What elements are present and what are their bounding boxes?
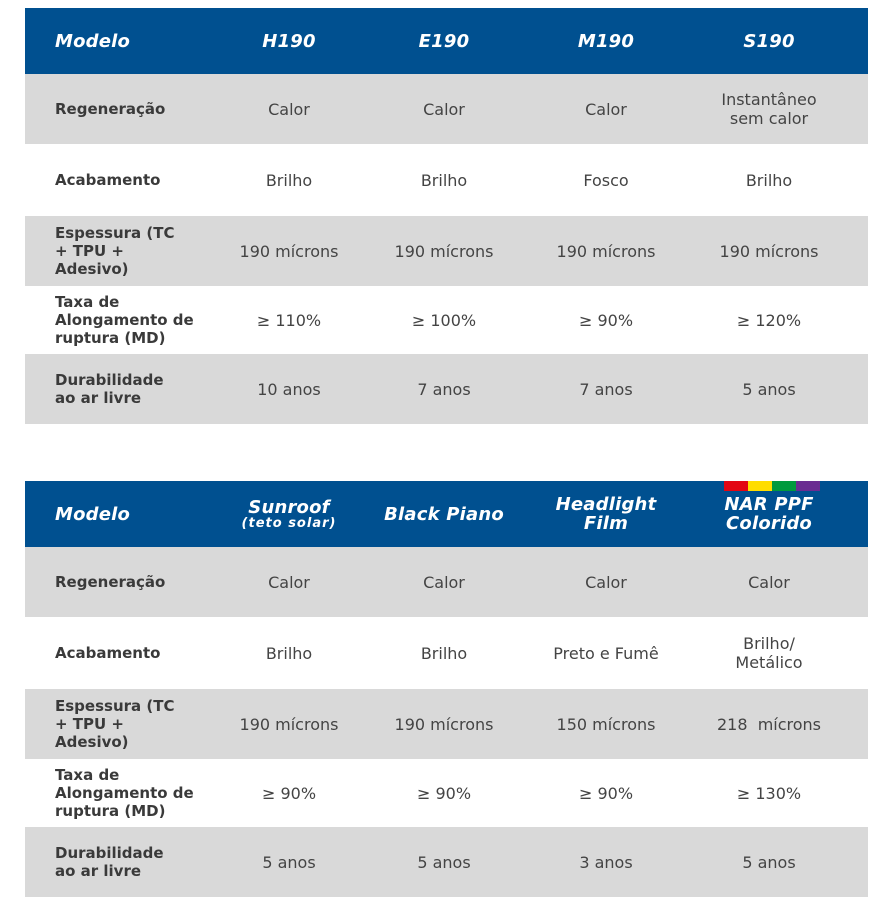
table-cell: ≥ 90%	[578, 310, 634, 330]
header-s190: S190	[743, 30, 795, 52]
color-swatch-red	[724, 481, 748, 491]
table-cell: 190 mícrons	[556, 241, 656, 261]
table-header-row	[25, 8, 868, 74]
row-label: Acabamento	[55, 644, 161, 662]
row-label: Acabamento	[55, 171, 161, 189]
table-cell: ≥ 90%	[416, 783, 472, 803]
header-e190: E190	[418, 30, 470, 52]
table-cell: 5 anos	[742, 852, 796, 872]
header-modelo: Modelo	[55, 30, 131, 52]
table-cell: 190 mícrons	[239, 241, 339, 261]
row-espessura	[25, 689, 868, 759]
table-cell: 3 anos	[579, 852, 633, 872]
table-cell: 190 mícrons	[239, 714, 339, 734]
table-cell: Brilho	[265, 170, 313, 190]
spec-table-2	[25, 481, 868, 897]
color-swatch-green	[772, 481, 796, 491]
table-cell: ≥ 110%	[256, 310, 322, 330]
row-label: Espessura (TC + TPU + Adesivo)	[55, 697, 175, 751]
row-regeneracao	[25, 547, 868, 617]
row-durabilidade	[25, 827, 868, 897]
table-cell: 5 anos	[262, 852, 316, 872]
table-cell: 10 anos	[257, 379, 321, 399]
table-cell: ≥ 90%	[578, 783, 634, 803]
row-label: Regeneração	[55, 573, 166, 591]
color-strip	[724, 481, 820, 491]
table-cell: 5 anos	[742, 379, 796, 399]
table-cell: Calor	[585, 572, 627, 592]
table-cell: 218 mícrons	[716, 714, 822, 734]
row-durabilidade	[25, 354, 868, 424]
table-cell: Calor	[423, 99, 465, 119]
header-h190: H190	[262, 30, 316, 52]
table-cell: 190 mícrons	[394, 241, 494, 261]
table-cell: 190 mícrons	[719, 241, 819, 261]
table-cell: Brilho/ Metálico	[735, 634, 803, 672]
header-headlight-film: Headlight Film	[555, 494, 657, 534]
header-m190: M190	[577, 30, 635, 52]
row-taxa-alongamento	[25, 759, 868, 827]
table-cell: Brilho	[420, 643, 468, 663]
header-sunroof-subtitle: (teto solar)	[241, 515, 337, 531]
table-cell: 150 mícrons	[556, 714, 656, 734]
table-cell: 5 anos	[417, 852, 471, 872]
spec-table-1	[25, 8, 868, 424]
row-label: Durabilidade ao ar livre	[55, 844, 164, 880]
table-cell: Calor	[268, 99, 310, 119]
table-cell: 190 mícrons	[394, 714, 494, 734]
table-cell: Calor	[268, 572, 310, 592]
header-nar-ppf-colorido: NAR PPF Colorido	[724, 494, 814, 534]
header-sunroof	[215, 481, 363, 547]
table-cell: Preto e Fumê	[553, 643, 659, 663]
row-label: Regeneração	[55, 100, 166, 118]
color-swatch-purple	[796, 481, 820, 491]
row-label: Taxa de Alongamento de ruptura (MD)	[55, 766, 194, 820]
table-cell: ≥ 130%	[736, 783, 802, 803]
row-taxa-alongamento	[25, 286, 868, 354]
row-regeneracao	[25, 74, 868, 144]
table-cell: Brilho	[265, 643, 313, 663]
table-cell: Brilho	[745, 170, 793, 190]
table-cell: ≥ 120%	[736, 310, 802, 330]
color-swatch-yellow	[748, 481, 772, 491]
table-cell: Instantâneo sem calor	[721, 90, 817, 128]
row-acabamento	[25, 617, 868, 689]
row-espessura	[25, 216, 868, 286]
table-cell: Brilho	[420, 170, 468, 190]
table-cell: Calor	[748, 572, 790, 592]
table-cell: Calor	[423, 572, 465, 592]
header-black-piano: Black Piano	[384, 503, 504, 525]
row-acabamento	[25, 144, 868, 216]
row-label: Taxa de Alongamento de ruptura (MD)	[55, 293, 194, 347]
table-cell: 7 anos	[579, 379, 633, 399]
header-sunroof-title: Sunroof	[248, 496, 330, 518]
header-modelo: Modelo	[55, 503, 131, 525]
table-cell: ≥ 90%	[261, 783, 317, 803]
row-label: Espessura (TC + TPU + Adesivo)	[55, 224, 175, 278]
table-cell: 7 anos	[417, 379, 471, 399]
table-cell: Calor	[585, 99, 627, 119]
row-label: Durabilidade ao ar livre	[55, 371, 164, 407]
table-cell: ≥ 100%	[411, 310, 477, 330]
table-cell: Fosco	[583, 170, 629, 190]
